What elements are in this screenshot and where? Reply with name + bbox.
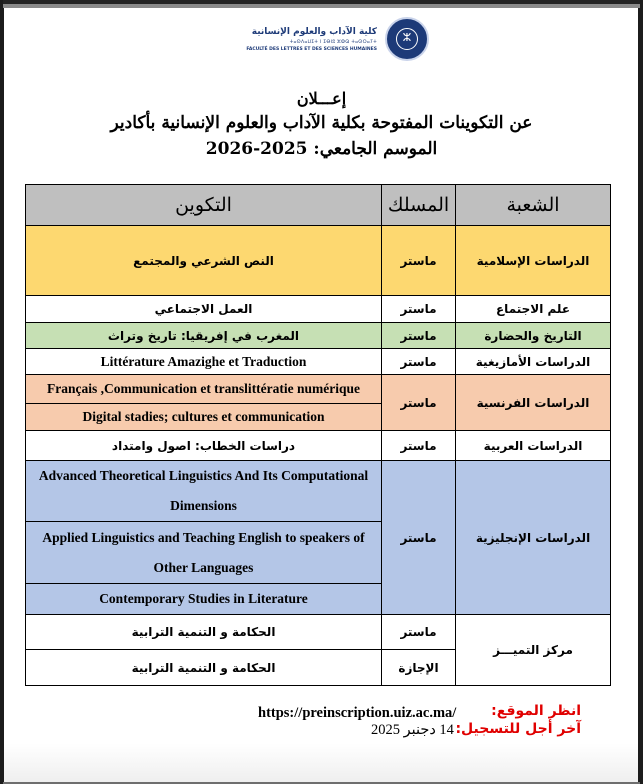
table-row — [26, 323, 611, 349]
program-cell: الحكامة و التنمية الترابية — [26, 615, 382, 650]
seal-glyph: ⵣ — [396, 28, 418, 50]
degree-cell: ماستر — [382, 615, 456, 650]
table-row — [26, 226, 611, 296]
header-branch: الشعبة — [456, 185, 611, 226]
header-degree: المسلك — [382, 185, 456, 226]
program-cell: Advanced Theoretical Linguistics And Its Computational Dimensions — [26, 461, 382, 522]
faculty-name-arabic: كلية الآداب والعلوم الإنسانية — [251, 27, 377, 37]
site-label: انظر الموقع: — [491, 703, 581, 719]
university-seal-icon — [385, 17, 429, 61]
announcement-heading: إعـــلان — [296, 89, 347, 108]
program-cell: المغرب في إفريقيا: تاريخ وتراث — [26, 323, 382, 349]
degree-cell: الإجازة — [382, 650, 456, 686]
degree-cell: ماستر — [382, 296, 456, 323]
deadline-value: 14 دجنبر 2025 — [371, 722, 454, 738]
program-cell: العمل الاجتماعي — [26, 296, 382, 323]
branch-cell: الدراسات الأمازيغية — [456, 349, 611, 375]
header-program: التكوين — [26, 185, 382, 226]
branch-cell: علم الاجتماع — [456, 296, 611, 323]
announcement-subtitle: عن التكوينات المفتوحة بكلية الآداب والعلوم الإنسانية بأكادير — [110, 113, 533, 133]
program-cell: Digital stadies; cultures et communication — [26, 404, 382, 431]
branch-cell: الدراسات العربية — [456, 431, 611, 461]
faculty-name-french: FACULTÉ DES LETTRES ET DES SCIENCES HUMAINES — [246, 47, 377, 52]
branch-cell: مركز التميـــز — [456, 615, 611, 686]
degree-cell: ماستر — [382, 323, 456, 349]
faculty-name-tifinagh: ⵜⴰⵙⴷⴰⵡⵉⵜ ⵏ ⵉⴱⵏⵓ ⵣⵀⵕ ⵜⴰⵙⵔⴰⵢⵜ — [289, 40, 377, 45]
branch-cell: الدراسات الإنجليزية — [456, 461, 611, 615]
table-row — [26, 461, 611, 522]
deadline-label: آخر أجل للتسجيل: — [455, 721, 581, 737]
programs-table — [25, 184, 611, 686]
branch-cell: التاريخ والحضارة — [456, 323, 611, 349]
branch-cell: الدراسات الإسلامية — [456, 226, 611, 296]
degree-cell: ماستر — [382, 431, 456, 461]
table-row — [26, 375, 611, 404]
faculty-logo — [246, 17, 431, 67]
program-cell: Littérature Amazighe et Traduction — [26, 349, 382, 375]
degree-cell: ماستر — [382, 349, 456, 375]
table-row — [26, 615, 611, 650]
program-cell: النص الشرعي والمجتمع — [26, 226, 382, 296]
program-cell: دراسات الخطاب: اصول وامتداد — [26, 431, 382, 461]
degree-cell: ماستر — [382, 375, 456, 431]
program-cell: الحكامة و التنمية الترابية — [26, 650, 382, 686]
program-cell: Applied Linguistics and Teaching English to speakers of Other Languages — [26, 522, 382, 584]
table-header-row — [26, 185, 611, 226]
preinscription-link[interactable]: https://preinscription.uiz.ac.ma/ — [258, 705, 457, 721]
academic-season: الموسم الجامعي: 2025-2026 — [205, 139, 438, 159]
table-row — [26, 431, 611, 461]
table-row — [26, 349, 611, 375]
table-row — [26, 296, 611, 323]
program-cell: Contemporary Studies in Literature — [26, 584, 382, 615]
branch-cell: الدراسات الفرنسية — [456, 375, 611, 431]
registration-footer — [0, 703, 643, 743]
announcement-title-block — [0, 88, 643, 162]
degree-cell: ماستر — [382, 461, 456, 615]
program-cell: Français ,Communication et translittératie numérique — [26, 375, 382, 404]
degree-cell: ماستر — [382, 226, 456, 296]
